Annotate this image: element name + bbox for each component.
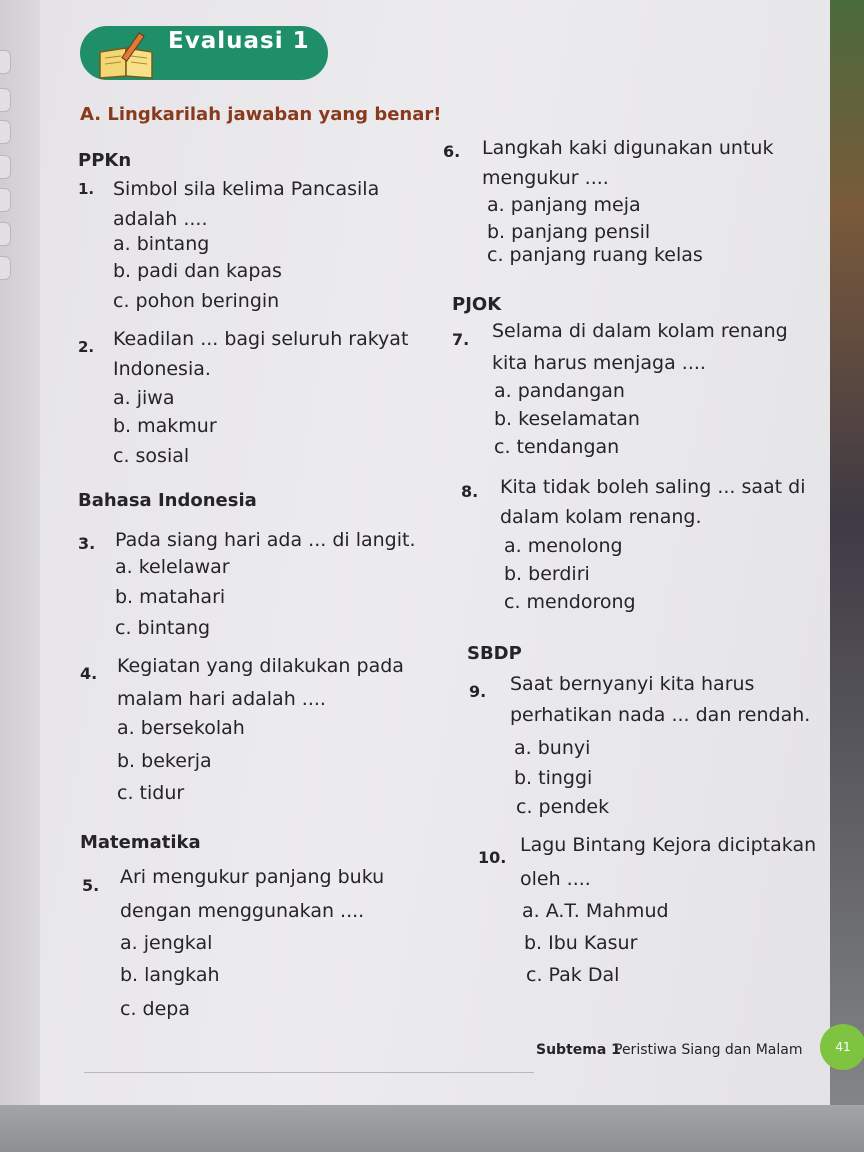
question-text: perhatikan nada ... dan rendah. bbox=[510, 704, 811, 726]
question-number: 5. bbox=[82, 876, 100, 895]
question-text: Selama di dalam kolam renang bbox=[492, 320, 788, 342]
question-text: mengukur .... bbox=[482, 167, 609, 189]
option-c[interactable]: c. bintang bbox=[115, 617, 211, 639]
question-text: adalah .... bbox=[113, 208, 208, 230]
question-number: 7. bbox=[452, 330, 470, 349]
question-text: Simbol sila kelima Pancasila bbox=[113, 178, 380, 200]
question-number: 4. bbox=[80, 664, 98, 683]
page-tab bbox=[0, 120, 11, 144]
page-tab bbox=[0, 222, 11, 246]
option-c[interactable]: c. tendangan bbox=[494, 436, 620, 458]
section-ppkn: PPKn bbox=[78, 150, 132, 171]
question-text: Langkah kaki digunakan untuk bbox=[482, 137, 774, 159]
question-text: malam hari adalah .... bbox=[117, 688, 326, 710]
option-b[interactable]: b. tinggi bbox=[514, 767, 593, 789]
question-number: 1. bbox=[78, 180, 95, 198]
page-tab bbox=[0, 256, 11, 280]
question-text: Kegiatan yang dilakukan pada bbox=[117, 655, 404, 677]
question-number: 2. bbox=[78, 338, 95, 356]
option-c[interactable]: c. mendorong bbox=[504, 591, 636, 613]
section-pjok: PJOK bbox=[452, 294, 502, 315]
question-text: Indonesia. bbox=[113, 358, 211, 380]
option-b[interactable]: b. matahari bbox=[115, 586, 226, 608]
footer-divider bbox=[84, 1072, 534, 1073]
question-text: kita harus menjaga .... bbox=[492, 352, 706, 374]
option-a[interactable]: a. bintang bbox=[113, 233, 210, 255]
page-edge-left bbox=[0, 0, 40, 1152]
option-c[interactable]: c. pendek bbox=[516, 796, 610, 818]
question-number: 10. bbox=[478, 848, 507, 867]
page-number: 41 bbox=[835, 1040, 851, 1054]
option-b[interactable]: b. panjang pensil bbox=[487, 221, 651, 243]
option-b[interactable]: b. padi dan kapas bbox=[113, 260, 282, 282]
book-pencil-icon bbox=[96, 30, 160, 80]
page-tab bbox=[0, 50, 11, 74]
option-b[interactable]: b. langkah bbox=[120, 964, 220, 986]
question-text: Keadilan ... bagi seluruh rakyat bbox=[113, 328, 409, 350]
footer-subtema-label: Subtema 1 bbox=[536, 1042, 621, 1058]
option-a[interactable]: a. bunyi bbox=[514, 737, 591, 759]
page-tab bbox=[0, 88, 11, 112]
option-c[interactable]: c. Pak Dal bbox=[526, 964, 620, 986]
question-text: Lagu Bintang Kejora diciptakan bbox=[520, 834, 817, 856]
option-b[interactable]: b. bekerja bbox=[117, 750, 212, 772]
option-c[interactable]: c. depa bbox=[120, 998, 190, 1020]
section-matematika: Matematika bbox=[80, 832, 201, 853]
question-number: 3. bbox=[78, 534, 96, 553]
option-a[interactable]: a. A.T. Mahmud bbox=[522, 900, 669, 922]
option-c[interactable]: c. sosial bbox=[113, 445, 190, 467]
option-a[interactable]: a. menolong bbox=[504, 535, 623, 557]
page-number-badge bbox=[820, 1024, 864, 1070]
page-tab bbox=[0, 188, 11, 212]
option-a[interactable]: a. bersekolah bbox=[117, 717, 245, 739]
footer-subtema bbox=[536, 1042, 621, 1058]
background-cloth bbox=[828, 0, 864, 1152]
question-text: dalam kolam renang. bbox=[500, 506, 702, 528]
question-number: 6. bbox=[443, 142, 461, 161]
footer-title: Peristiwa Siang dan Malam bbox=[614, 1042, 803, 1058]
option-a[interactable]: a. jengkal bbox=[120, 932, 213, 954]
question-text: Saat bernyanyi kita harus bbox=[510, 673, 755, 695]
question-text: Kita tidak boleh saling ... saat di bbox=[500, 476, 806, 498]
option-a[interactable]: a. pandangan bbox=[494, 380, 625, 402]
question-text: oleh .... bbox=[520, 868, 591, 890]
option-b[interactable]: b. keselamatan bbox=[494, 408, 640, 430]
question-text: Pada siang hari ada ... di langit. bbox=[115, 529, 416, 551]
option-b[interactable]: b. makmur bbox=[113, 415, 217, 437]
page-title: Evaluasi 1 bbox=[168, 28, 310, 54]
option-a[interactable]: a. jiwa bbox=[113, 387, 175, 409]
section-bahasa-indonesia: Bahasa Indonesia bbox=[78, 490, 257, 511]
question-text: dengan menggunakan .... bbox=[120, 900, 365, 922]
option-a[interactable]: a. panjang meja bbox=[487, 194, 641, 216]
question-text: Ari mengukur panjang buku bbox=[120, 866, 385, 888]
question-number: 9. bbox=[469, 682, 487, 701]
question-number: 8. bbox=[461, 482, 479, 501]
instruction: A. Lingkarilah jawaban yang benar! bbox=[80, 104, 442, 125]
section-sbdp: SBDP bbox=[467, 643, 522, 664]
page-tab bbox=[0, 155, 11, 179]
option-c[interactable]: c. panjang ruang kelas bbox=[487, 244, 703, 266]
option-a[interactable]: a. kelelawar bbox=[115, 556, 230, 578]
background-table bbox=[0, 1105, 864, 1152]
option-c[interactable]: c. tidur bbox=[117, 782, 185, 804]
option-c[interactable]: c. pohon beringin bbox=[113, 290, 280, 312]
option-b[interactable]: b. berdiri bbox=[504, 563, 590, 585]
option-b[interactable]: b. Ibu Kasur bbox=[524, 932, 638, 954]
